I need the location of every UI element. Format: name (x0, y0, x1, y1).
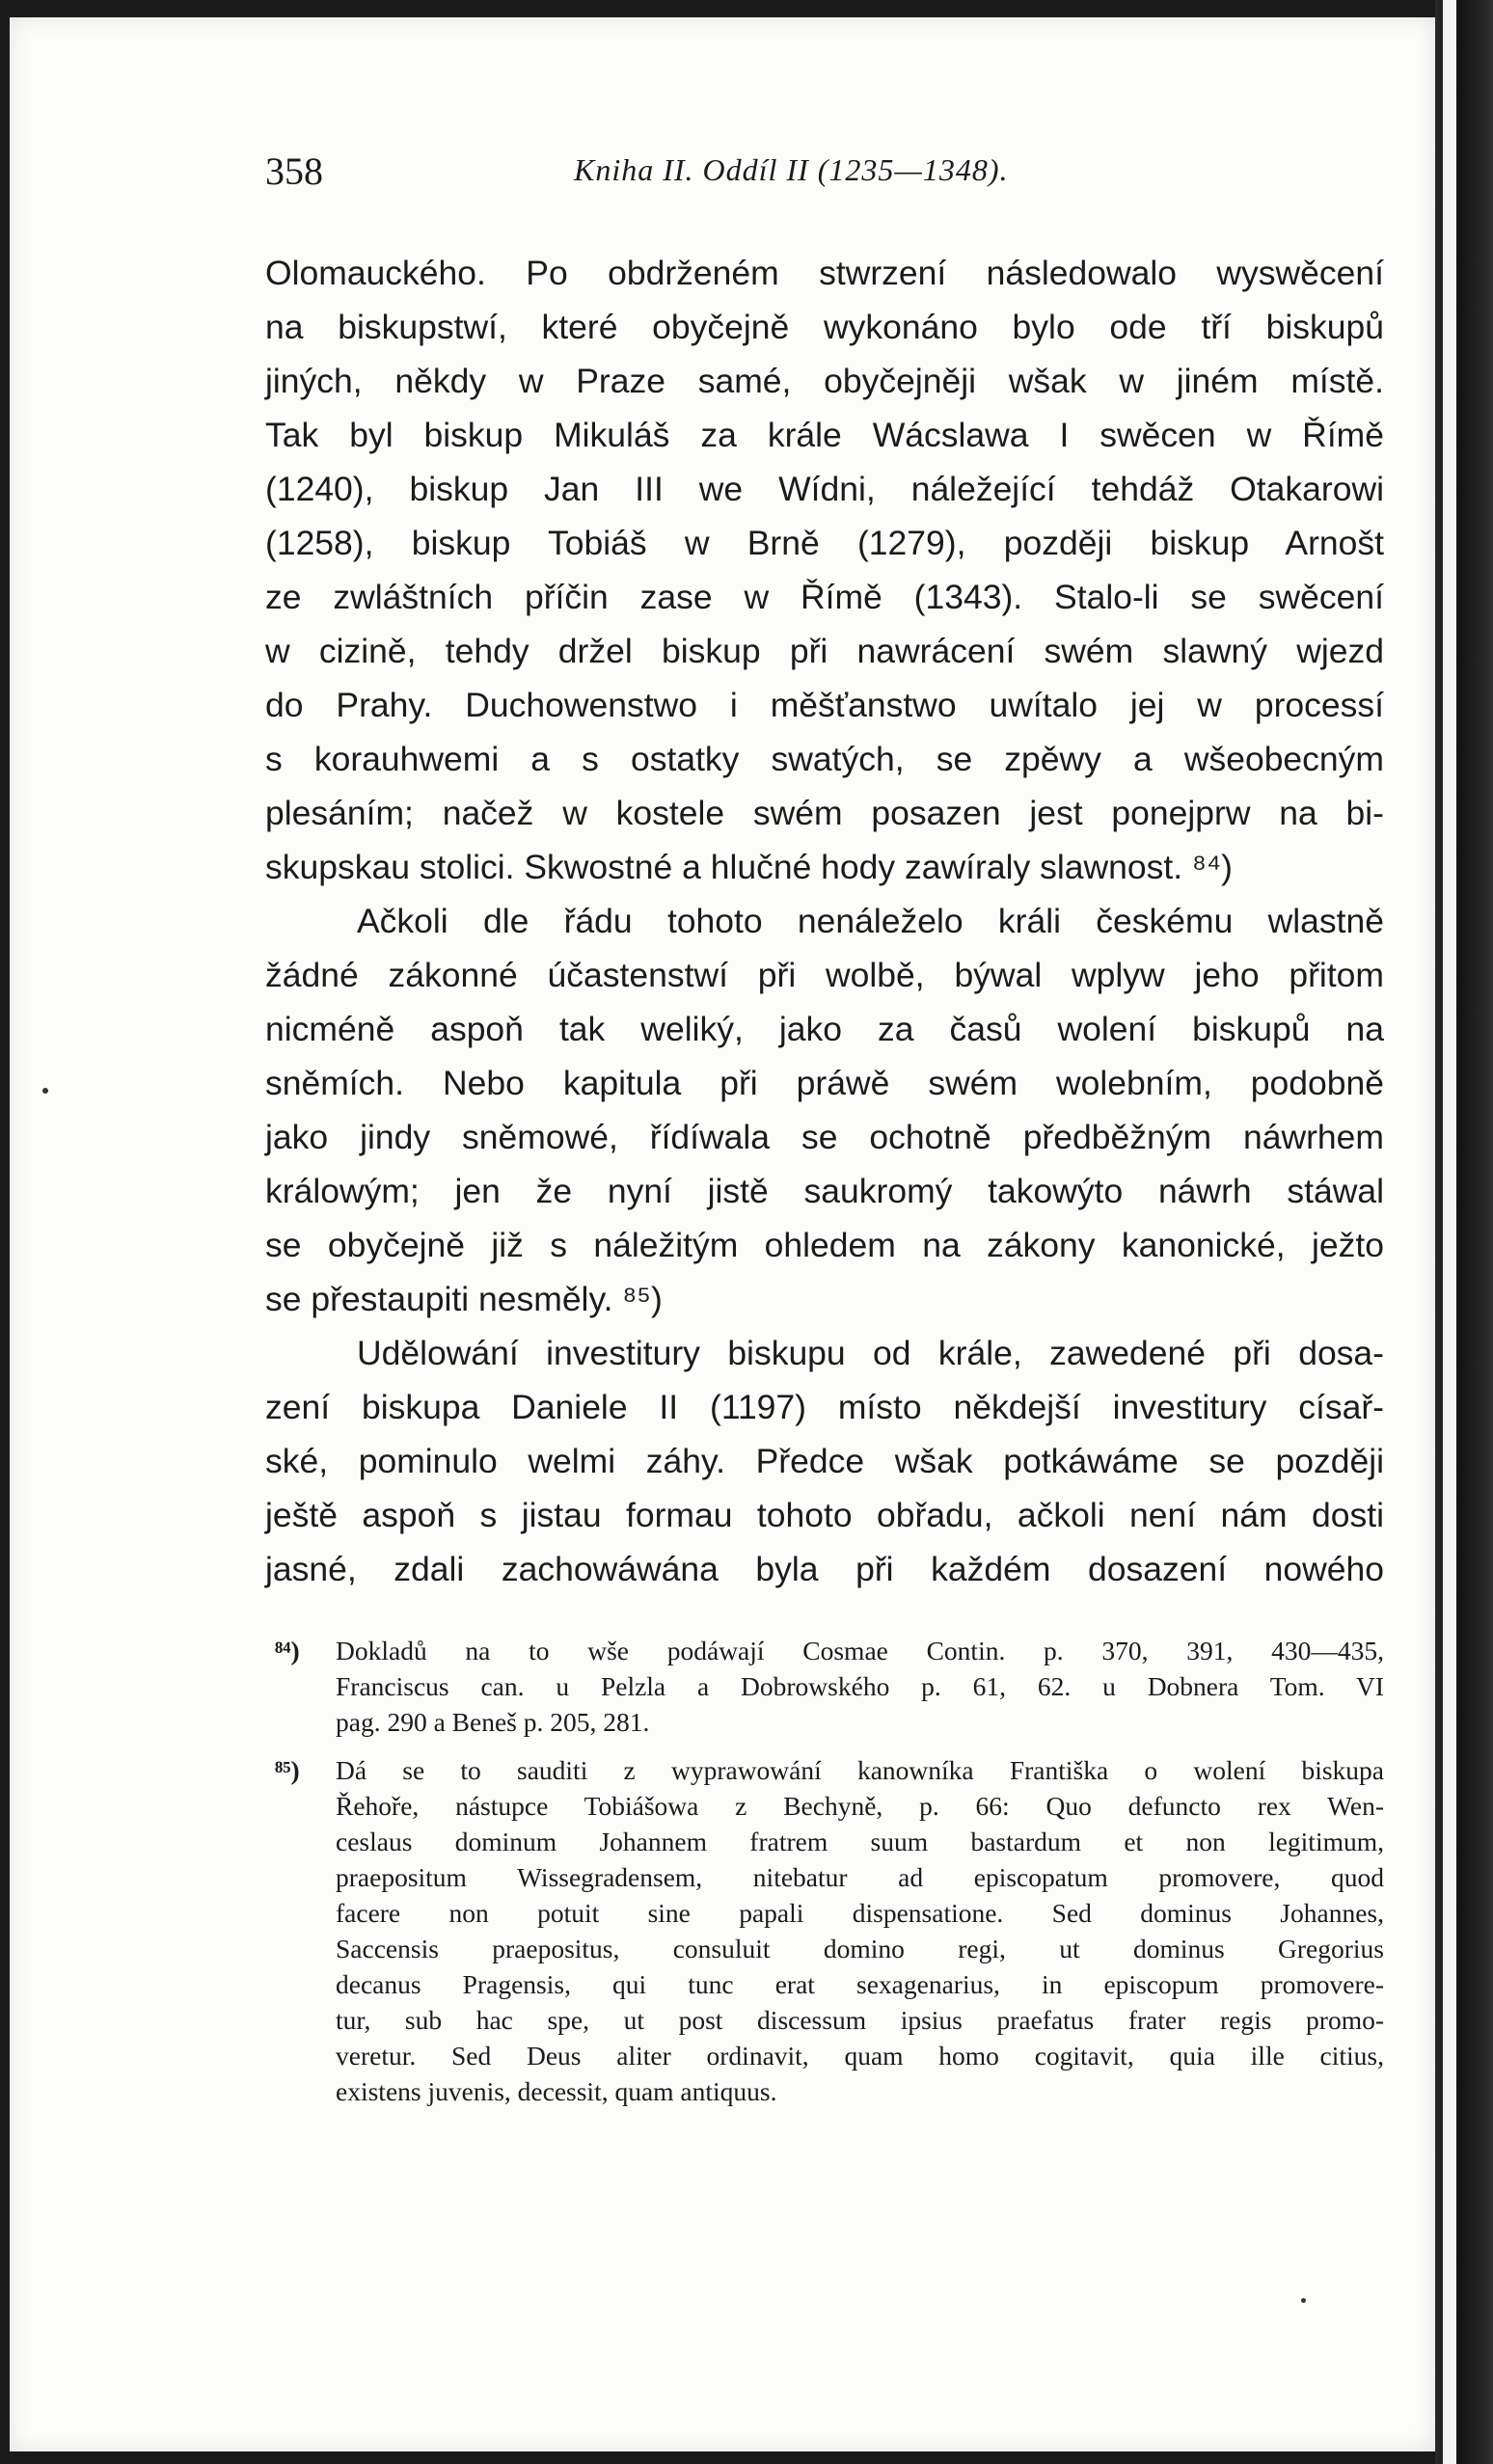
body-line: (1258), biskup Tobiáš w Brně (1279), později biskup Arnošt (265, 524, 1384, 562)
footnote-line: Saccensis praepositus, consuluit domino regi, ut dominus Gregorius (336, 1934, 1384, 1963)
footnote-line: decanus Pragensis, qui tunc erat sexagenarius, in episcopum promovere- (336, 1969, 1384, 1999)
body-line: do Prahy. Duchowenstwo i měšťanstwo uwítalo jej w processí (265, 686, 1384, 724)
body-line: skupskau stolici. Skwostné a hlučné hody zawíraly slawnost. ⁸⁴) (265, 848, 1233, 886)
footnote-text: Dá se to sauditi z wyprawowání kanowníka Františka o wolení biskupa (336, 1755, 1384, 1785)
footnote-line: ceslaus dominum Johannem fratrem suum bastardum et non legitimum, (336, 1827, 1384, 1856)
body-line: s korauhwemi a s ostatky swatých, se zpěwy a wšeobecným (265, 740, 1384, 778)
body-line: (1240), biskup Jan III we Wídni, náležející tehdáž Otakarowi (265, 470, 1384, 508)
footnote-line: veretur. Sed Deus aliter ordinavit, quam homo cogitavit, quia ille citius, (336, 2041, 1384, 2071)
footnote-line: tur, sub hac spe, ut post discessum ipsius praefatus frater regis promo- (336, 2005, 1384, 2035)
body-line: zení biskupa Daniele II (1197) místo někdejší investitury císař- (265, 1388, 1384, 1426)
ink-speck (42, 1088, 48, 1094)
footnote-line (265, 1633, 1384, 1668)
body-line: plesáním; načež w kostele swém posazen jest ponejprw na bi- (265, 794, 1384, 832)
body-line: ze zwláštních příčin zase w Římě (1343). Stalo-li se swěcení (265, 578, 1384, 616)
running-head: Kniha II. Oddíl II (1235—1348). (574, 152, 1009, 187)
body-line: králowým; jen že nyní jistě saukromý takowýto náwrh stáwal (265, 1172, 1384, 1210)
page-number: 358 (265, 149, 323, 193)
body-line: jasné, zdali zachowáwána byla při každém dosazení nowého (265, 1550, 1384, 1588)
body-line: Olomauckého. Po obdrženém stwrzení následowalo wyswěcení (265, 254, 1384, 292)
body-line: jako jindy sněmowé, řídíwala se ochotně předběžným náwrhem (265, 1118, 1384, 1156)
body-line: ještě aspoň s jistau formau tohoto obřadu, ačkoli není nám dosti (265, 1496, 1384, 1534)
body-line: se obyčejně již s náležitým ohledem na zákony kanonické, ježto (265, 1226, 1384, 1264)
footnote-line: praepositum Wissegradensem, nitebatur ad episcopatum promovere, quod (336, 1862, 1384, 1892)
footnote-line: Řehoře, nástupce Tobiášowa z Bechyně, p. 66: Quo defuncto rex Wen- (336, 1791, 1384, 1821)
body-line: Ačkoli dle řádu tohoto nenáleželo králi českému wlastně (357, 902, 1384, 940)
footnote-line: facere non potuit sine papali dispensatione. Sed dominus Johannes, (336, 1898, 1384, 1928)
footnote-text: Dokladů na to wše podáwají Cosmae Contin. p. 370, 391, 430—435, (336, 1636, 1384, 1665)
body-line: Udělowání investitury biskupu od krále, zawedené při dosa- (357, 1334, 1384, 1372)
scan-edge (1435, 0, 1493, 2464)
body-line: sněmích. Nebo kapitula při práwě swém wolebním, podobně (265, 1064, 1384, 1102)
body-text (265, 246, 1384, 1596)
footnote-line: existens juvenis, decessit, quam antiquus. (336, 2076, 777, 2106)
footnote-84 (265, 1633, 1384, 1740)
body-line: žádné zákonné účastenstwí při wolbě, býwal wplyw jeho přitom (265, 956, 1384, 994)
ink-speck (1301, 2298, 1306, 2303)
footnote-line (265, 1752, 1384, 1788)
body-line: na biskupstwí, které obyčejně wykonáno bylo ode tří biskupů (265, 308, 1384, 346)
body-line: se přestaupiti nesměly. ⁸⁵) (265, 1280, 663, 1318)
body-line: ské, pominulo welmi záhy. Předce wšak potkáwáme se později (265, 1442, 1384, 1480)
page-header (265, 145, 1384, 203)
footnote-line: Franciscus can. u Pelzla a Dobrowského p. 61, 62. u Dobnera Tom. VI (336, 1671, 1384, 1701)
body-line: Tak byl biskup Mikuláš za krále Wácslawa I swěcen w Římě (265, 416, 1384, 454)
footnote-line: pag. 290 a Beneš p. 205, 281. (336, 1707, 650, 1737)
body-line: nicméně aspoň tak weliký, jako za časů wolení biskupů na (265, 1010, 1384, 1048)
body-line: w cizině, tehdy držel biskup při nawrácení swém slawný wjezd (265, 632, 1384, 670)
footnote-marker: ⁸⁴) (275, 1636, 300, 1665)
footnote-marker: ⁸⁵) (275, 1755, 300, 1785)
footnotes (265, 1633, 1384, 2122)
body-line: jiných, někdy w Praze samé, obyčejněji wšak w jiném místě. (265, 362, 1384, 400)
footnote-85 (265, 1752, 1384, 2109)
